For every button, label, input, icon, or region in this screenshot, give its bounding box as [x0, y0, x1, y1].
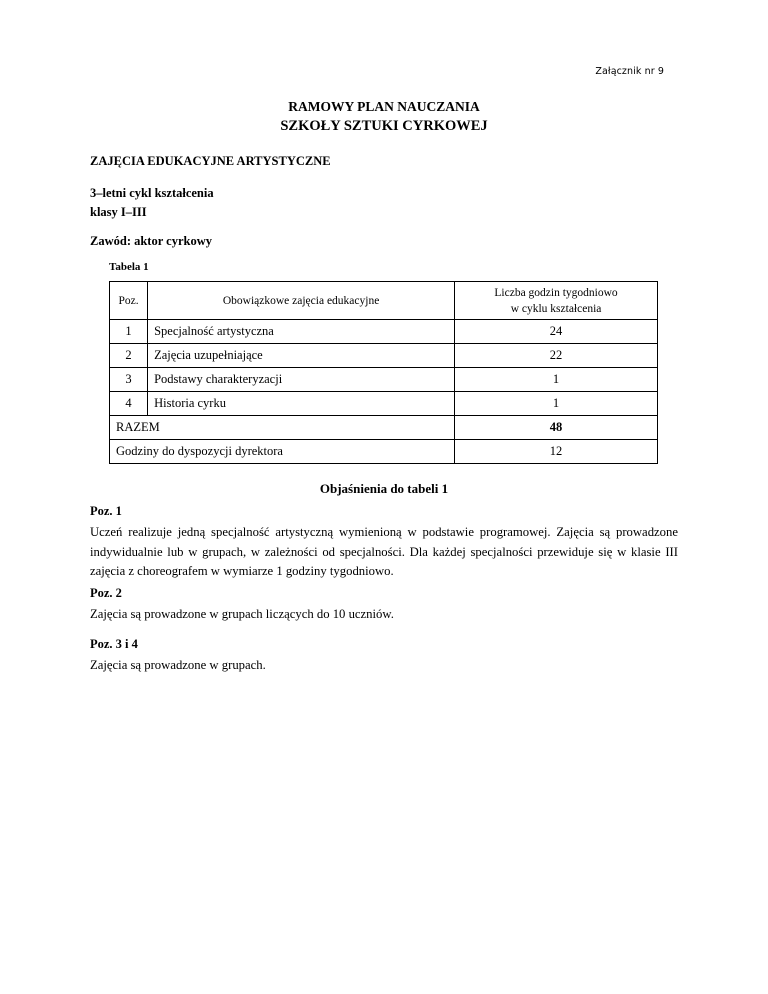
row-subject: Zajęcia uzupełniające [148, 344, 455, 368]
row-subject: Podstawy charakteryzacji [148, 368, 455, 392]
table-row [110, 392, 658, 416]
profession-label: Zawód: aktor cyrkowy [90, 234, 212, 248]
total-label: RAZEM [110, 416, 455, 440]
header-hours-line2: w cyklu kształcenia [510, 302, 602, 315]
director-row [110, 440, 658, 464]
explanation-heading: Poz. 3 i 4 [90, 637, 138, 651]
explanation-text: Zajęcia są prowadzone w grupach liczących do 10 uczniów. [90, 607, 394, 621]
director-hours: 12 [455, 440, 658, 464]
explanation-heading: Poz. 2 [90, 586, 122, 600]
row-hours: 1 [455, 368, 658, 392]
header-poz: Poz. [110, 282, 148, 320]
explanations-title: Objaśnienia do tabeli 1 [319, 481, 449, 496]
row-hours: 24 [455, 320, 658, 344]
table-header-row [110, 282, 658, 320]
table-row [110, 368, 658, 392]
row-poz: 1 [110, 320, 148, 344]
explanation-text: Uczeń realizuje jedną specjalność artystyczną wymienioną w podstawie programowej. Zajęcia są prowadzone indywidualnie lub w grupach, w zależności od specjalności. Dla każdej specjalności przewiduje się w klasie III zajęcia z choreografem w wymiarze 1 godziny tygodniowo. [90, 525, 678, 578]
section-heading: ZAJĘCIA EDUKACYJNE ARTYSTYCZNE [90, 154, 331, 168]
table-caption: Tabela 1 [109, 261, 149, 273]
document-subtitle: SZKOŁY SZTUKI CYRKOWEJ [280, 118, 488, 134]
table-row [110, 320, 658, 344]
row-poz: 3 [110, 368, 148, 392]
classes-label: klasy I–III [90, 205, 147, 219]
annex-number: Załącznik nr 9 [595, 66, 664, 77]
row-subject: Historia cyrku [148, 392, 455, 416]
header-hours [455, 282, 658, 320]
curriculum-table [109, 281, 658, 464]
explanation-heading: Poz. 1 [90, 504, 122, 518]
row-poz: 2 [110, 344, 148, 368]
document-title: RAMOWY PLAN NAUCZANIA [288, 99, 480, 114]
total-hours: 48 [455, 416, 658, 440]
table-row [110, 344, 658, 368]
row-hours: 22 [455, 344, 658, 368]
header-subject: Obowiązkowe zajęcia edukacyjne [148, 282, 455, 320]
row-poz: 4 [110, 392, 148, 416]
row-subject: Specjalność artystyczna [148, 320, 455, 344]
header-hours-line1: Liczba godzin tygodniowo [494, 286, 618, 299]
director-label: Godziny do dyspozycji dyrektora [110, 440, 455, 464]
row-hours: 1 [455, 392, 658, 416]
total-row [110, 416, 658, 440]
explanation-text: Zajęcia są prowadzone w grupach. [90, 658, 266, 672]
cycle-label: 3–letni cykl kształcenia [90, 186, 214, 200]
